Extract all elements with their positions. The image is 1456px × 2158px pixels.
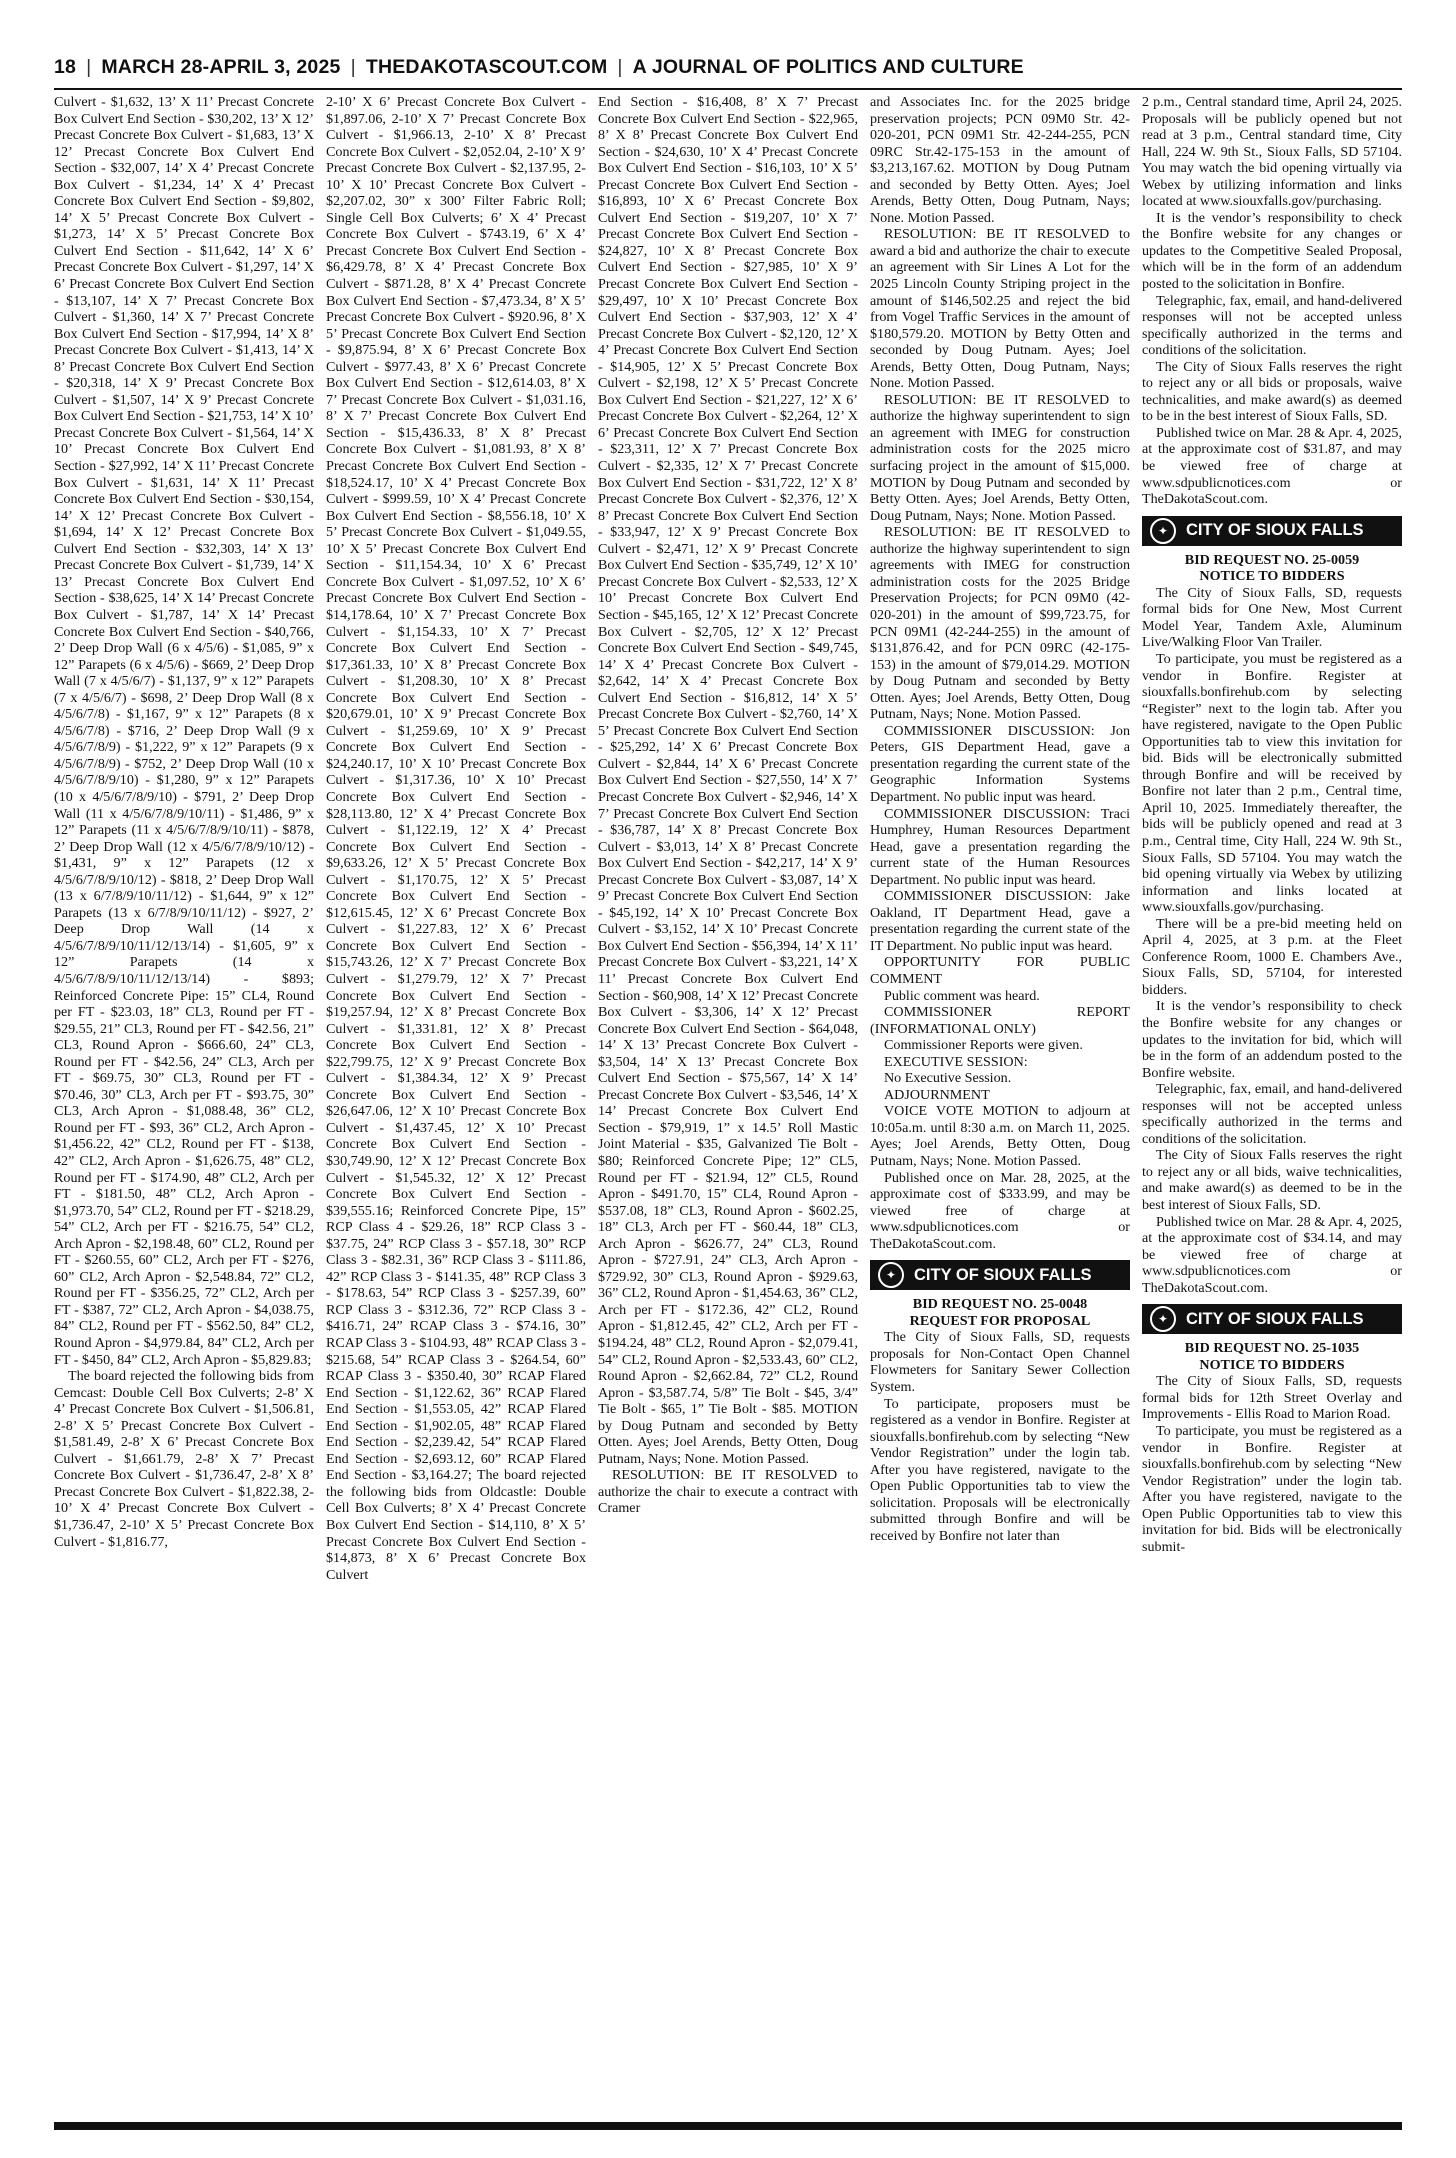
notice-paragraph: Commissioner Reports were given.: [884, 1037, 1083, 1054]
tagline: A JOURNAL OF POLITICS AND CULTURE: [632, 55, 1024, 78]
masthead: [54, 50, 1402, 84]
notice-heading: BID REQUEST NO. 25-0059: [1184, 551, 1360, 568]
notice-paragraph: Published twice on Mar. 28 & Apr. 4, 2025, at the approximate cost of $31.87, and may be viewed free of charge at www.sdpublicnotices.com or TheDakotaScout.com.: [1142, 424, 1402, 508]
notice-paragraph: COMMISSIONER DISCUSSION: Jon Peters, GIS Department Head, gave a presentation regarding the current state of the Geographic Information Systems Department. No public input was heard.: [870, 722, 1130, 805]
city-seal-icon: ✦: [878, 1262, 904, 1288]
notice-heading: NOTICE TO BIDDERS: [1199, 1356, 1345, 1373]
city-seal-icon: ✦: [1150, 518, 1176, 544]
notice-paragraph: RESOLUTION: BE IT RESOLVED to award a bid and authorize the chair to execute an agreement with Sir Lines A Lot for the 2025 Lincoln County Striping project in the amount of $146,502.25 and reject the bid from Vogel Traffic Services in the amount of $180,579.20. MOTION by Betty Otten and seconded by Doug Putnam. Ayes; Joel Arends, Betty Otten, Doug Putnam, Nays; None. Motion Passed.: [870, 226, 1130, 392]
site-url[interactable]: THEDAKOTASCOUT.COM: [365, 55, 608, 78]
section-banner: [870, 1260, 1130, 1290]
notice-paragraph: Culvert - $1,632, 13’ X 11’ Precast Concrete Box Culvert End Section - $30,202, 13’ X 12’ Precast Concrete Box Culvert - $1,683, 13’ X 12’ Precast Concrete Box Culvert End Section - $32,007, 14’ X 4’ Precast Concrete Box Culvert - $1,234, 14’ X 4’ Precast Concrete Box Culvert End Section - $9,802, 14’ X 5’ Precast Concrete Box Culvert - $1,273, 14’ X 5’ Precast Concrete Box Culvert End Section - $11,642, 14’ X 6’ Precast Concrete Box Culvert - $1,297, 14’ X 6’ Precast Concrete Box Culvert End Section - $13,107, 14’ X 7’ Precast Concrete Box Culvert - $1,360, 14’ X 7’ Precast Concrete Box Culvert End Section - $17,994, 14’ X 8’ Precast Concrete Box Culvert - $1,413, 14’ X 8’ Precast Concrete Box Culvert End Section - $20,318, 14’ X 9’ Precast Concrete Box Culvert - $1,507, 14’ X 9’ Precast Concrete Box Culvert End Section - $21,753, 14’ X 10’ Precast Concrete Box Culvert - $1,564, 14’ X 10’ Precast Concrete Box Culvert End Section - $27,992, 14’ X 11’ Precast Concrete Box Culvert - $1,631, 14’ X 11’ Precast Concrete Box Culvert End Section - $30,154, 14’ X 12’ Precast Concrete Box Culvert - $1,694, 14’ X 12’ Precast Concrete Box Culvert End Section - $32,303, 14’ X 13’ Precast Concrete Box Culvert - $1,739, 14’ X 13’ Precast Concrete Box Culvert End Section - $38,625, 14’ X 14’ Precast Concrete Box Culvert - $1,787, 14’ X 14’ Precast Concrete Box Culvert End Section - $40,766, 2’ Deep Drop Wall (6 x 4/5/6) - $1,085, 9” x 12” Parapets (6 x 4/5/6) - $669, 2’ Deep Drop Wall (7 x 4/5/6/7) - $1,137, 9” x 12” Parapets (7 x 4/5/6/7) - $698, 2’ Deep Drop Wall (8 x 4/5/6/7/8) - $1,167, 9” x 12” Parapets (8 x 4/5/6/7/8) - $716, 2’ Deep Drop Wall (9 x 4/5/6/7/8/9) - $1,222, 9” x 12” Parapets (9 x 4/5/6/7/8/9) - $752, 2’ Deep Drop Wall (10 x 4/5/6/7/8/9/10) - $1,280, 9” x 12” Parapets (10 x 4/5/6/7/8/9/10) - $791, 2’ Deep Drop Wall (11 x 4/5/6/7/8/9/10/11) - $1,486, 9” x 12” Parapets (11 x 4/5/6/7/8/9/10/11) - $878, 2’ Deep Drop Wall (12 x 4/5/6/7/8/9/10/12) - $1,431, 9” x 12” Parapets (12 x 4/5/6/7/8/9/10/12) - $818, 2’ Deep Drop Wall (13 x 6/7/8/9/10/11/12) - $1,644, 9” x 12” Parapets (13 x 6/7/8/9/10/11/12) - $927, 2’ Deep Drop Wall (14 x 4/5/6/7/8/9/10/11/12/13/14) - $1,605, 9” x 12” Parapets (14 x 4/5/6/7/8/9/10/11/12/13/14) - $893; Reinforced Concrete Pipe: 15” CL4, Round per FT - $23.03, 18” CL3, Round per FT - $29.55, 21” CL3, Round per FT - $42.56, 21” CL3, Round Apron - $666.60, 24” CL3, Round per FT - $42.56, 24” CL3, Arch per FT - $69.75, 30” CL3, Round per FT - $70.46, 30” CL3, Arch per FT - $93.75, 30” CL3, Arch Apron - $1,088.48, 36” CL2, Round per FT - $93, 36” CL2, Arch Apron - $1,456.22, 42” CL2, Round per FT - $138, 42” CL2, Arch Apron - $1,626.75, 48” CL2, Round per FT - $174.90, 48” CL2, Arch per FT - $181.50, 48” CL2, Arch Apron - $1,973.70, 54” CL2, Round per FT - $218.29, 54” CL2, Arch per FT - $216.75, 54” CL2, Arch Apron - $2,198.48, 60” CL2, Round per FT - $260.55, 60” CL2, Arch per FT - $276, 60” CL2, Arch Apron - $2,548.84, 72” CL2, Round per FT - $356.25, 72” CL2, Arch per FT - $387, 72” CL2, Arch Apron - $4,038.75, 84” CL2, Round per FT - $562.50, 84” CL2, Round Apron - $4,979.84, 84” CL2, Arch per FT - $450, 84” CL2, Arch Apron - $5,829.83;: [54, 94, 314, 1368]
notice-paragraph: To participate, proposers must be registered as a vendor in Bonfire. Register at siouxfalls.bonfirehub.com by selecting “New Vendor Registration” under the login tab. After you have registered, navigate to the Open Public Opportunities tab to view the solicitation. Proposals will be electronically submitted through Bonfire and will be received by Bonfire not later than: [870, 1395, 1130, 1544]
notice-paragraph: It is the vendor’s responsibility to check the Bonfire website for any changes or updates to the Competitive Sealed Proposal, which will be in the form of an addendum posted to the solicitation in Bonfire.: [1142, 209, 1402, 293]
notice-paragraph: COMMISSIONER DISCUSSION: Jake Oakland, IT Department Head, gave a presentation regarding the current state of the IT Department. No public input was heard.: [870, 888, 1130, 954]
notice-paragraph: The City of Sioux Falls, SD, requests formal bids for 12th Street Overlay and Improvements - Ellis Road to Marion Road.: [1142, 1373, 1402, 1423]
notice-heading: REQUEST FOR PROPOSAL: [909, 1312, 1091, 1329]
notice-heading: BID REQUEST NO. 25-0048: [912, 1296, 1088, 1313]
banner-title: CITY OF SIOUX FALLS: [1186, 1310, 1364, 1328]
notice-paragraph: COMMISSIONER DISCUSSION: Traci Humphrey, Human Resources Department Head, gave a presentation regarding the current state of the Human Resources Department. No public input was heard.: [870, 805, 1130, 888]
notice-columns: [54, 94, 1402, 2116]
header-rule: [54, 88, 1402, 90]
notice-paragraph: RESOLUTION: BE IT RESOLVED to authorize the highway superintendent to sign agreements with IMEG for construction administration costs for the 2025 Bridge Preservation Projects; for PCN 09M0 (42-020-201) in the amount of $99,723.75, for PCN 09M1 (42-244-255) in the amount of $131,876.42, and for PCN 09RC (42-175-153) in the amount of $79,014.29. MOTION by Doug Putnam and seconded by Betty Otten. Ayes; Joel Arends, Betty Otten, Doug Putnam, Nays; None. Motion Passed.: [870, 524, 1130, 723]
notice-heading: BID REQUEST NO. 25-1035: [1184, 1340, 1360, 1357]
notice-paragraph: 2-10’ X 6’ Precast Concrete Box Culvert - $1,897.06, 2-10’ X 7’ Precast Concrete Box Culvert - $1,966.13, 2-10’ X 8’ Precast Concrete Box Culvert - $2,052.04, 2-10’ X 9’ Precast Concrete Box Culvert - $2,137.95, 2-10’ X 10’ Precast Concrete Box Culvert - $2,207.02, 30” x 300’ Filter Fabric Roll; Single Cell Box Culverts; 6’ X 4’ Precast Concrete Box Culvert - $743.19, 6’ X 4’ Precast Concrete Box Culvert End Section - $6,429.78, 8’ X 4’ Precast Concrete Box Culvert - $871.28, 8’ X 4’ Precast Concrete Box Culvert End Section - $7,473.34, 8’ X 5’ Precast Concrete Box Culvert - $920.96, 8’ X 5’ Precast Concrete Box Culvert End Section - $9,875.94, 8’ X 6’ Precast Concrete Box Culvert - $977.43, 8’ X 6’ Precast Concrete Box Culvert End Section - $12,614.03, 8’ X 7’ Precast Concrete Box Culvert - $1,031.16, 8’ X 7’ Precast Concrete Box Culvert End Section - $15,436.33, 8’ X 8’ Precast Concrete Box Culvert - $1,081.93, 8’ X 8’ Precast Concrete Box Culvert End Section - $18,524.17, 10’ X 4’ Precast Concrete Box Culvert - $999.59, 10’ X 4’ Precast Concrete Box Culvert End Section - $8,556.18, 10’ X 5’ Precast Concrete Box Culvert - $1,049.55, 10’ X 5’ Precast Concrete Box Culvert End Section - $11,154.34, 10’ X 6’ Precast Concrete Box Culvert - $1,097.52, 10’ X 6’ Precast Concrete Box Culvert End Section - $14,178.64, 10’ X 7’ Precast Concrete Box Culvert - $1,154.33, 10’ X 7’ Precast Concrete Box Culvert End Section - $17,361.33, 10’ X 8’ Precast Concrete Box Culvert - $1,208.30, 10’ X 8’ Precast Concrete Box Culvert End Section - $20,679.01, 10’ X 9’ Precast Concrete Box Culvert - $1,259.69, 10’ X 9’ Precast Concrete Box Culvert End Section - $24,240.17, 10’ X 10’ Precast Concrete Box Culvert - $1,317.36, 10’ X 10’ Precast Concrete Box Culvert End Section - $28,113.80, 12’ X 4’ Precast Concrete Box Culvert - $1,122.19, 12’ X 4’ Precast Concrete Box Culvert End Section - $9,633.26, 12’ X 5’ Precast Concrete Box Culvert - $1,170.75, 12’ X 5’ Precast Concrete Box Culvert End Section - $12,615.45, 12’ X 6’ Precast Concrete Box Culvert - $1,227.83, 12’ X 6’ Precast Concrete Box Culvert End Section - $15,743.26, 12’ X 7’ Precast Concrete Box Culvert - $1,279.79, 12’ X 7’ Precast Concrete Box Culvert End Section - $19,257.94, 12’ X 8’ Precast Concrete Box Culvert - $1,331.81, 12’ X 8’ Precast Concrete Box Culvert End Section - $22,799.75, 12’ X 9’ Precast Concrete Box Culvert - $1,384.34, 12’ X 9’ Precast Concrete Box Culvert End Section - $26,647.06, 12’ X 10’ Precast Concrete Box Culvert - $1,437.45, 12’ X 10’ Precast Concrete Box Culvert End Section - $30,749.90, 12’ X 12’ Precast Concrete Box Culvert - $1,545.32, 12’ X 12’ Precast Concrete Box Culvert End Section - $39,555.16; Reinforced Concrete Pipe, 15” RCP Class 4 - $29.26, 18” RCP Class 3 - $37.75, 24” RCP Class 3 - $57.18, 30” RCP Class 3 - $82.31, 36” RCP Class 3 - $111.86, 42” RCP Class 3 - $141.35, 48” RCP Class 3 - $178.63, 54” RCP Class 3 - $257.39, 60” RCP Class 3 - $312.36, 72” RCP Class 3 - $416.71, 24” RCAP Class 3 - $74.16, 30” RCAP Class 3 - $104.93, 48” RCAP Class 3 - $215.68, 54” RCAP Class 3 - $264.54, 60” RCAP Class 3 - $350.40, 30” RCAP Flared End Section - $1,122.62, 36” RCAP Flared End Section - $1,553.05, 42” RCAP Flared End Section - $1,902.05, 48” RCAP Flared End Section - $2,239.42, 54” RCAP Flared End Section - $2,693.12, 60” RCAP Flared End Section - $3,164.27; The board rejected the following bids from Oldcastle: Double Cell Box Culverts; 8’ X 4’ Precast Concrete Box Culvert End Section - $14,110, 8’ X 5’ Precast Concrete Box Culvert End Section - $14,873, 8’ X 6’ Precast Concrete Box Culvert: [326, 94, 586, 1583]
column-1: [54, 94, 314, 2116]
notice-paragraph: The City of Sioux Falls reserves the right to reject any or all bids or proposals, waive technicalities, and make award(s) as deemed to be in the best interest of Sioux Falls, SD.: [1142, 358, 1402, 425]
notice-paragraph: Public comment was heard.: [884, 987, 1040, 1004]
notice-paragraph: No Executive Session.: [884, 1070, 1012, 1087]
notice-paragraph: Telegraphic, fax, email, and hand-delivered responses will not be accepted unless specifically authorized in the terms and conditions of the solicitation.: [1142, 292, 1402, 359]
notice-paragraph: VOICE VOTE MOTION to adjourn at 10:05a.m. until 8:30 a.m. on March 11, 2025. Ayes; Joel Arends, Betty Otten, Doug Putnam, Nays; None. Motion Passed.: [870, 1103, 1130, 1169]
footer-rule: [54, 2122, 1402, 2130]
separator: |: [350, 55, 356, 78]
notice-paragraph: EXECUTIVE SESSION:: [884, 1053, 1028, 1070]
notice-paragraph: The City of Sioux Falls, SD, requests proposals for Non-Contact Open Channel Flowmeters for Sanitary Sewer Collection System.: [870, 1329, 1130, 1396]
notice-paragraph: To participate, you must be registered as a vendor in Bonfire. Register at siouxfalls.bonfirehub.com by selecting “Register” next to the login tab. After you have registered, navigate to the Open Public Opportunities tab to view this invitation for bid. Bids will be electronically submitted through Bonfire and will be received by Bonfire not later than 2 p.m., Central time, April 10, 2025. Immediately thereafter, the bids will be publicly opened and read at 3 p.m., Central time, City Hall, 224 W. 9th St., Sioux Falls, SD 57104. You may watch the bid opening virtually via Webex by utilizing information and links located at www.siouxfalls.gov/purchasing.: [1142, 650, 1402, 916]
issue-date: MARCH 28-APRIL 3, 2025: [101, 55, 341, 78]
column-5: [1142, 94, 1402, 2116]
notice-paragraph: The City of Sioux Falls reserves the right to reject any or all bids, waive technicalities, and make award(s) as deemed to be in the best interest of Sioux Falls, SD.: [1142, 1147, 1402, 1213]
notice-paragraph: Published twice on Mar. 28 & Apr. 4, 2025, at the approximate cost of $34.14, and may be viewed free of charge at www.sdpublicnotices.com or TheDakotaScout.com.: [1142, 1213, 1402, 1296]
notice-paragraph: Published once on Mar. 28, 2025, at the approximate cost of $333.99, and may be viewed free of charge at www.sdpublicnotices.com or TheDakotaScout.com.: [870, 1169, 1130, 1252]
section-banner: [1142, 516, 1402, 546]
notice-heading: NOTICE TO BIDDERS: [1199, 568, 1345, 585]
notice-paragraph: The City of Sioux Falls, SD, requests formal bids for One New, Most Current Model Year, Tandem Axle, Aluminum Live/Walking Floor Van Trailer.: [1142, 584, 1402, 651]
separator: |: [617, 55, 623, 78]
notice-paragraph: There will be a pre-bid meeting held on April 4, 2025, at 3 p.m. at the Fleet Conference Room, 1000 E. Chambers Ave., Sioux Falls, SD, 57104, for interested bidders.: [1142, 915, 1402, 998]
page-number: 18: [54, 55, 77, 78]
notice-paragraph: OPPORTUNITY FOR PUBLIC COMMENT: [870, 954, 1130, 987]
notice-paragraph: The board rejected the following bids from Cemcast: Double Cell Box Culverts; 2-8’ X 4’ Precast Concrete Box Culvert - $1,506.81, 2-8’ X 5’ Precast Concrete Box Culvert - $1,581.49, 2-8’ X 6’ Precast Concrete Box Culvert - $1,661.79, 2-8’ X 7’ Precast Concrete Box Culvert - $1,736.47, 2-8’ X 8’ Precast Concrete Box Culvert - $1,822.38, 2-10’ X 4’ Precast Concrete Box Culvert - $1,736.47, 2-10’ X 5’ Precast Concrete Box Culvert - $1,816.77,: [54, 1368, 314, 1550]
column-4: [870, 94, 1130, 2116]
notice-paragraph: Telegraphic, fax, email, and hand-delivered responses will not be accepted unless specifically authorized in the terms and conditions of the solicitation.: [1142, 1081, 1402, 1147]
banner-title: CITY OF SIOUX FALLS: [1186, 521, 1364, 540]
notice-paragraph: End Section - $16,408, 8’ X 7’ Precast Concrete Box Culvert End Section - $22,965, 8’ X 8’ Precast Concrete Box Culvert End Section - $24,630, 10’ X 4’ Precast Concrete Box Culvert End Section - $16,103, 10’ X 5’ Precast Concrete Box Culvert End Section - $16,893, 10’ X 6’ Precast Concrete Box Culvert End Section - $19,207, 10’ X 7’ Precast Concrete Box Culvert End Section - $24,827, 10’ X 8’ Precast Concrete Box Culvert End Section - $27,985, 10’ X 9’ Precast Concrete Box Culvert End Section - $29,497, 10’ X 10’ Precast Concrete Box Culvert End Section - $37,903, 12’ X 4’ Precast Concrete Box Culvert - $2,120, 12’ X 4’ Precast Concrete Box Culvert End Section - $14,905, 12’ X 5’ Precast Concrete Box Culvert - $2,198, 12’ X 5’ Precast Concrete Box Culvert End Section - $21,227, 12’ X 6’ Precast Concrete Box Culvert - $2,264, 12’ X 6’ Precast Concrete Box Culvert End Section - $23,311, 12’ X 7’ Precast Concrete Box Culvert - $2,335, 12’ X 7’ Precast Concrete Box Culvert End Section - $31,722, 12’ X 8’ Precast Concrete Box Culvert - $2,376, 12’ X 8’ Precast Concrete Box Culvert End Section - $33,947, 12’ X 9’ Precast Concrete Box Culvert - $2,471, 12’ X 9’ Precast Concrete Box Culvert End Section - $35,749, 12’ X 10’ Precast Concrete Box Culvert - $2,533, 12’ X 10’ Precast Concrete Box Culvert End Section - $45,165, 12’ X 12’ Precast Concrete Box Culvert - $2,705, 12’ X 12’ Precast Concrete Box Culvert End Section - $49,745, 14’ X 4’ Precast Concrete Box Culvert - $2,642, 14’ X 4’ Precast Concrete Box Culvert End Section - $16,812, 14’ X 5’ Precast Concrete Box Culvert - $2,760, 14’ X 5’ Precast Concrete Box Culvert End Section - $25,292, 14’ X 6’ Precast Concrete Box Culvert - $2,844, 14’ X 6’ Precast Concrete Box Culvert End Section - $27,550, 14’ X 7’ Precast Concrete Box Culvert - $2,946, 14’ X 7’ Precast Concrete Box Culvert End Section - $36,787, 14’ X 8’ Precast Concrete Box Culvert - $3,013, 14’ X 8’ Precast Concrete Box Culvert End Section - $42,217, 14’ X 9’ Precast Concrete Box Culvert - $3,087, 14’ X 9’ Precast Concrete Box Culvert End Section - $45,192, 14’ X 10’ Precast Concrete Box Culvert - $3,152, 14’ X 10’ Precast Concrete Box Culvert End Section - $56,394, 14’ X 11’ Precast Concrete Box Culvert - $3,221, 14’ X 11’ Precast Concrete Box Culvert End Section - $60,908, 14’ X 12’ Precast Concrete Box Culvert - $3,306, 14’ X 12’ Precast Concrete Box Culvert End Section - $64,048, 14’ X 13’ Precast Concrete Box Culvert - $3,504, 14’ X 13’ Precast Concrete Box Culvert End Section - $75,567, 14’ X 14’ Precast Concrete Box Culvert - $3,546, 14’ X 14’ Precast Concrete Box Culvert End Section - $79,919, 1” x 14.5’ Roll Mastic Joint Material - $35, Galvanized Tie Bolt - $80; Reinforced Concrete Pipe; 12” CL5, Round per FT - $21.94, 12” CL5, Round Apron - $491.70, 15” CL4, Round Apron - $537.08, 18” CL3, Round Apron - $602.25, 18” CL3, Arch per FT - $60.44, 18” CL3, Arch Apron - $626.77, 24” CL3, Round Apron - $727.91, 24” CL3, Arch Apron - $729.92, 30” CL3, Round Apron - $929.63, 36” CL2, Round Apron - $1,454.63, 36” CL2, Arch per FT - $172.36, 42” CL2, Round Apron - $1,812.45, 42” CL2, Arch per FT - $194.24, 48” CL2, Round Apron - $2,079.41, 54” CL2, Round Apron - $2,533.43, 60” CL2, Round Apron - $2,662.84, 72” CL2, Round Apron - $3,587.74, 5/8” Tie Bolt - $45, 3/4” Tie Bolt - $65, 1” Tie Bolt - $85. MOTION by Doug Putnam and seconded by Betty Otten. Ayes; Joel Arends, Betty Otten, Doug Putnam, Nays; None. Motion Passed.: [598, 94, 858, 1467]
section-banner: [1142, 1304, 1402, 1334]
banner-title: CITY OF SIOUX FALLS: [914, 1266, 1092, 1284]
notice-paragraph: RESOLUTION: BE IT RESOLVED to authorize the highway superintendent to sign an agreement with IMEG for construction administration costs for the 2025 micro surfacing project in the amount of $15,000. MOTION by Doug Putnam and seconded by Betty Otten. Ayes; Joel Arends, Betty Otten, Doug Putnam, Nays; None. Motion Passed.: [870, 391, 1130, 524]
separator: |: [86, 55, 92, 78]
notice-paragraph: To participate, you must be registered as a vendor in Bonfire. Register at siouxfalls.bonfirehub.com by selecting “New Vendor Registration” under the login tab. After you have registered, navigate to the Open Public Opportunities tab to view this invitation for bid. Bids will be electronically submit-: [1142, 1423, 1402, 1555]
notice-paragraph: It is the vendor’s responsibility to check the Bonfire website for any changes or updates to the invitation for bid, which will be in the form of an addendum posted to the Bonfire website.: [1142, 998, 1402, 1081]
column-3: [598, 94, 858, 2116]
column-2: [326, 94, 586, 2116]
notice-paragraph: ADJOURNMENT: [884, 1086, 990, 1103]
notice-paragraph: and Associates Inc. for the 2025 bridge preservation projects; PCN 09M0 Str. 42-020-201, PCN 09M1 Str. 42-244-255, PCN 09RC Str.42-175-153 in the amount of $3,213,167.62. MOTION by Doug Putnam and seconded by Betty Otten. Ayes; Joel Arends, Betty Otten, Doug Putnam, Nays; None. Motion Passed.: [870, 94, 1130, 226]
city-seal-icon: ✦: [1150, 1306, 1176, 1332]
notice-paragraph: COMMISSIONER REPORT (INFORMATIONAL ONLY): [870, 1004, 1130, 1037]
notice-paragraph: RESOLUTION: BE IT RESOLVED to authorize the chair to execute a contract with Cramer: [598, 1467, 858, 1517]
notice-paragraph: 2 p.m., Central standard time, April 24, 2025. Proposals will be publicly opened but not read at 3 p.m., Central standard time, City Hall, 224 W. 9th St., Sioux Falls, SD 57104. You may watch the bid opening virtually via Webex by utilizing information and links located at www.siouxfalls.gov/purchasing.: [1142, 94, 1402, 210]
